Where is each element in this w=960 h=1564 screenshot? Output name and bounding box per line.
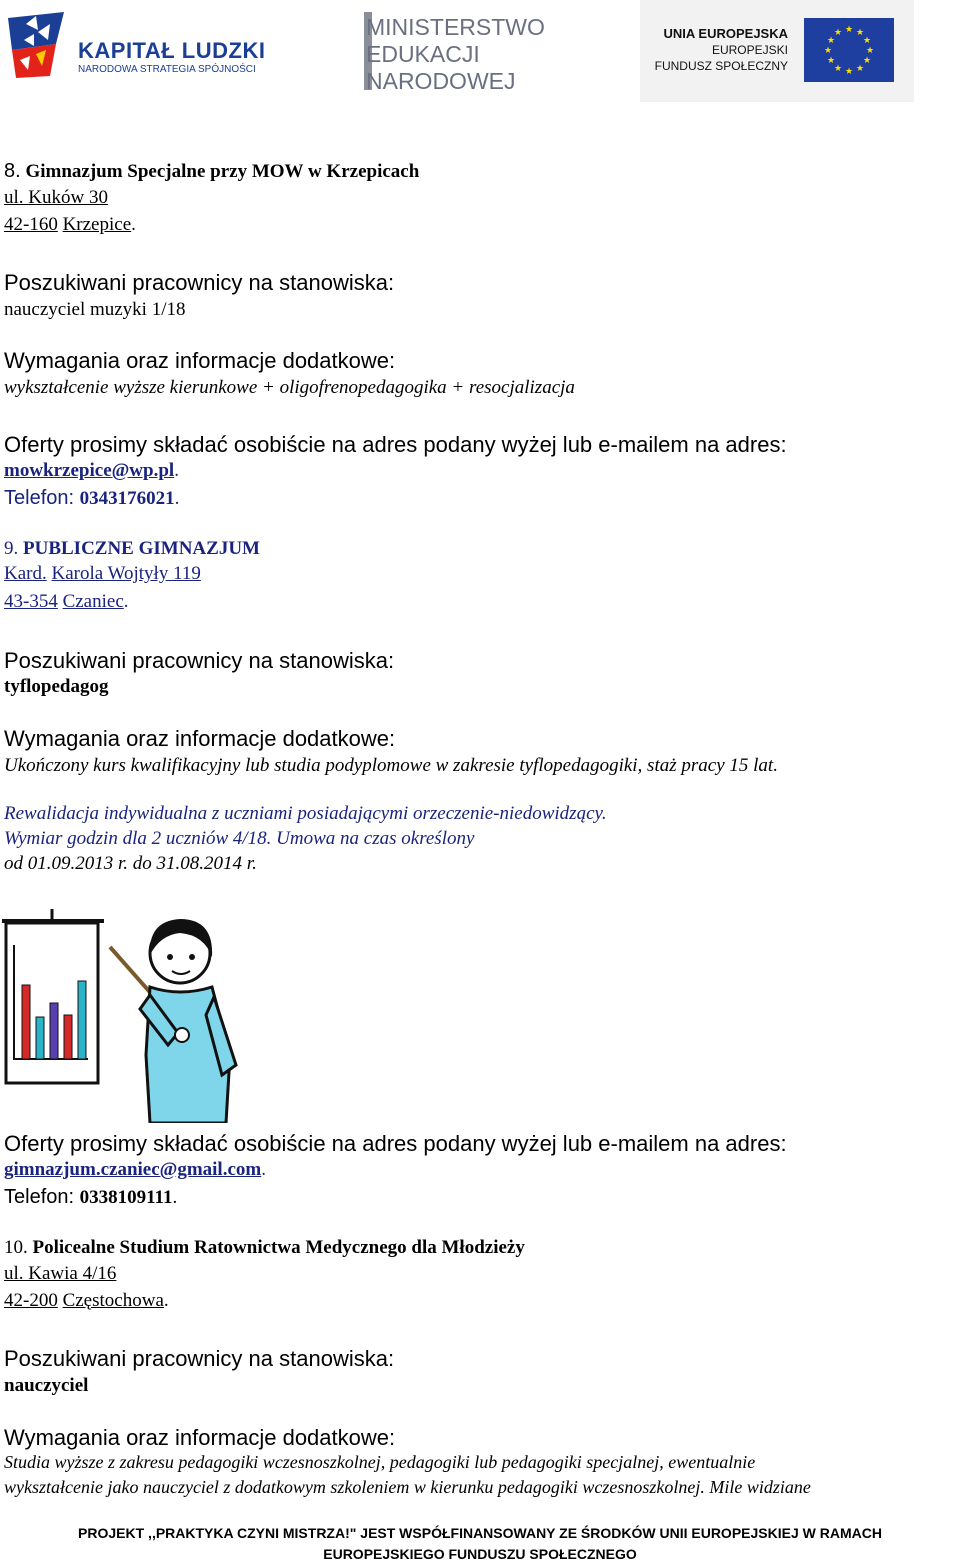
section-9-phone-label: Telefon: [4, 1186, 80, 1208]
section-8-zip[interactable]: 42-160 [4, 214, 58, 235]
svg-text:★: ★ [826, 36, 836, 46]
kapital-ludzki-title: KAPITAŁ LUDZKI [78, 38, 266, 63]
section-9-name: PUBLICZNE GIMNAZJUM [23, 538, 260, 559]
header-logos [0, 0, 960, 104]
section-10-positions-label: Poszukiwani pracownicy na stanowiska: [4, 1346, 395, 1371]
svg-text:★: ★ [833, 64, 843, 74]
eu-logo [640, 0, 914, 102]
section-8-phone: 0343176021 [79, 488, 175, 509]
section-10-city-dot: . [163, 1290, 169, 1311]
section-9-offer-text: Oferty prosimy składać osobiście na adres podany wyżej lub e-mailem na adres: [4, 1131, 787, 1156]
section-10-address [4, 1290, 169, 1312]
section-10-city[interactable]: Częstochowa [62, 1290, 164, 1311]
footer-line-2: EUROPEJSKIEGO FUNDUSZU SPOŁECZNEGO [323, 1546, 637, 1562]
section-8-email-dot: . [174, 460, 179, 481]
footer-line-1: PROJEKT ,,PRAKTYKA CZYNI MISTRZA!" JEST WSPÓŁFINANSOWANY ZE ŚRODKÓW UNII EUROPEJSKIEJ W RAMACH [78, 1525, 882, 1541]
section-8-city[interactable]: Krzepice [62, 214, 132, 235]
section-9-city-dot: . [123, 591, 129, 612]
section-8-address [4, 214, 136, 236]
section-9-heading [4, 538, 260, 560]
section-8-requirements: wykształcenie wyższe kierunkowe + oligofrenopedagogika + resocjalizacja [4, 377, 575, 398]
section-9-address [4, 591, 129, 613]
section-9-requirements-1: Ukończony kurs kwalifikacyjny lub studia podyplomowe w zakresie tyflopedagogiki, staż pracy 15 lat. [4, 755, 778, 776]
eu-line-1: UNIA EUROPEJSKA [663, 26, 788, 41]
section-8-requirements-label: Wymagania oraz informacje dodatkowe: [4, 348, 396, 373]
section-9-phone-dot: . [172, 1187, 178, 1208]
svg-text:★: ★ [844, 25, 854, 35]
kapital-ludzki-emblem-icon [6, 10, 70, 80]
section-9-street-a[interactable]: Kard. [4, 563, 47, 584]
section-8-phone-dot: . [174, 488, 180, 509]
svg-text:★: ★ [855, 64, 865, 74]
section-8-name: Gimnazjum Specjalne przy MOW w Krzepicach [25, 161, 420, 182]
section-8-city-dot: . [131, 214, 136, 235]
section-10-number: 10. [4, 1237, 28, 1258]
eu-flag-icon [804, 18, 894, 82]
section-9-positions-label: Poszukiwani pracownicy na stanowiska: [4, 648, 395, 673]
svg-text:★: ★ [855, 28, 865, 38]
section-9-street [4, 563, 201, 585]
section-9-phone: 0338109111 [79, 1187, 173, 1208]
section-8-number: 8. [4, 160, 21, 182]
teacher-chart-illustration [0, 905, 240, 1123]
section-10-position: nauczyciel [4, 1375, 89, 1396]
section-10-street[interactable]: ul. Kawia 4/16 [4, 1263, 117, 1284]
svg-text:★: ★ [833, 28, 843, 38]
section-8-email-line [4, 460, 179, 482]
section-9-zip[interactable]: 43-354 [4, 591, 58, 612]
kapital-ludzki-subtitle: NARODOWA STRATEGIA SPÓJNOŚCI [78, 64, 256, 75]
section-9-requirements-2: Rewalidacja indywidualna z uczniami posiadającymi orzeczenie-niedowidzący. [4, 803, 607, 824]
section-10-heading [4, 1237, 525, 1259]
svg-text:★: ★ [865, 46, 875, 56]
section-8-phone-line [4, 487, 179, 510]
section-9-street-b[interactable]: Karola Wojtyły 119 [51, 563, 201, 584]
men-logo [360, 8, 560, 98]
section-9-city[interactable]: Czaniec [62, 591, 124, 612]
svg-text:★: ★ [862, 36, 872, 46]
svg-text:★: ★ [844, 67, 854, 77]
section-9-email-line [4, 1159, 266, 1181]
section-9-position: tyflopedagog [4, 676, 109, 697]
section-8-offer-text: Oferty prosimy składać osobiście na adres podany wyżej lub e-mailem na adres: [4, 432, 787, 457]
men-line-1: MINISTERSTWO [366, 14, 545, 40]
section-10-name: Policealne Studium Ratownictwa Medycznego dla Młodzieży [32, 1237, 525, 1258]
svg-text:★: ★ [862, 56, 872, 66]
section-10-zip[interactable]: 42-200 [4, 1290, 58, 1311]
section-8-email-link[interactable]: mowkrzepice@wp.pl [4, 460, 175, 481]
section-9-phone-line [4, 1186, 177, 1209]
eu-line-3: FUNDUSZ SPOŁECZNY [654, 59, 788, 73]
men-line-3: NARODOWEJ [366, 68, 516, 94]
section-9-requirements-3: Wymiar godzin dla 2 uczniów 4/18. Umowa na czas określony [4, 828, 475, 849]
section-8-position: nauczyciel muzyki 1/18 [4, 299, 186, 320]
men-line-2: EDUKACJI [366, 41, 480, 67]
section-8-street[interactable]: ul. Kuków 30 [4, 187, 108, 208]
kapital-ludzki-logo [0, 8, 320, 88]
svg-text:★: ★ [826, 56, 836, 66]
section-9-requirements-4: od 01.09.2013 r. do 31.08.2014 r. [4, 853, 257, 874]
svg-text:★: ★ [823, 46, 833, 56]
section-8-heading [4, 160, 419, 183]
section-9-requirements-label: Wymagania oraz informacje dodatkowe: [4, 726, 396, 751]
eu-line-2: EUROPEJSKI [711, 43, 788, 57]
section-10-requirements-1: Studia wyższe z zakresu pedagogiki wczesnoszkolnej, pedagogiki lub pedagogiki specjalnej, ewentualnie [4, 1452, 756, 1472]
section-10-requirements-2: wykształcenie jako nauczyciel z dodatkowym szkoleniem w kierunku pedagogiki wczesnoszkolnej. Mile widziane [4, 1477, 811, 1497]
section-9-number: 9. [4, 538, 19, 559]
section-8-positions-label: Poszukiwani pracownicy na stanowiska: [4, 270, 395, 295]
section-9-email-link[interactable]: gimnazjum.czaniec@gmail.com [4, 1159, 262, 1180]
section-8-phone-label: Telefon: [4, 487, 80, 509]
section-9-email-dot: . [261, 1159, 266, 1180]
section-10-requirements-label: Wymagania oraz informacje dodatkowe: [4, 1425, 396, 1450]
